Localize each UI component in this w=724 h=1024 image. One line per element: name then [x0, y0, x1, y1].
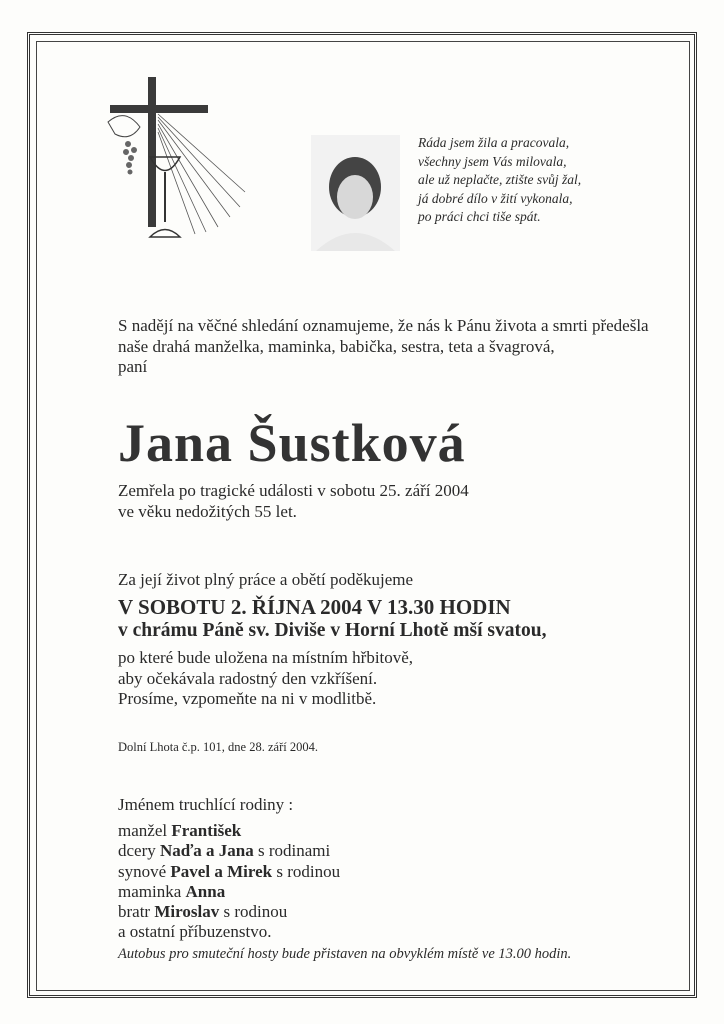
- family-member: [118, 882, 340, 902]
- relation: synové: [118, 861, 171, 881]
- deceased-name: Jana Šustková: [118, 413, 466, 473]
- member-name: Naďa a Jana: [160, 841, 254, 861]
- relation: maminka: [118, 881, 186, 901]
- relation: a ostatní příbuzenstvo.: [118, 922, 272, 942]
- announcement-intro: [118, 316, 649, 378]
- family-member: [118, 821, 340, 841]
- poem-line: všechny jsem Vás milovala,: [418, 153, 567, 169]
- cross-chalice-icon: [100, 72, 250, 252]
- place-date: Dolní Lhota č.p. 101, dne 28. září 2004.: [118, 740, 318, 754]
- burial-text: [118, 648, 413, 710]
- relation: manžel: [118, 821, 172, 840]
- relation: bratr: [118, 902, 155, 922]
- suffix: s rodinou: [219, 902, 288, 922]
- poem: [418, 134, 581, 227]
- member-name: Pavel a Mirek: [170, 861, 273, 881]
- ceremony-place: v chrámu Páně sv. Diviše v Horní Lhotě mší svatou,: [118, 620, 547, 641]
- intro-line: paní: [118, 357, 148, 376]
- intro-line: S nadějí na věčné shledání oznamujeme, že nás k Pánu života a smrti předešla: [118, 316, 649, 335]
- family-member: [118, 841, 340, 861]
- ceremony-time: V SOBOTU 2. ŘÍJNA 2004 V 13.30 HODIN: [118, 595, 511, 619]
- family-member: [118, 922, 340, 942]
- burial-line: Prosíme, vzpomeňte na ni v modlitbě.: [118, 689, 377, 708]
- mourners-heading: Jménem truchlící rodiny :: [118, 795, 294, 814]
- family-member: [118, 862, 340, 882]
- suffix: s rodinami: [253, 841, 331, 861]
- bus-note: Autobus pro smuteční hosty bude přistaven na obvyklém místě ve 13.00 hodin.: [118, 946, 572, 962]
- family-member: [118, 902, 340, 922]
- burial-line: po které bude uložena na místním hřbitově,: [118, 648, 414, 667]
- poem-line: po práci chci tiše spát.: [418, 209, 541, 224]
- member-name: Anna: [185, 881, 226, 901]
- death-line: Zemřela po tragické události v sobotu 25. září 2004: [118, 481, 469, 500]
- burial-line: aby očekávala radostný den vzkříšení.: [118, 668, 378, 688]
- poem-line: Ráda jsem žila a pracovala,: [418, 135, 570, 150]
- intro-line: naše drahá manželka, maminka, babička, sestra, teta a švagrová,: [118, 336, 555, 356]
- suffix: s rodinou: [272, 861, 341, 881]
- death-details: [118, 481, 469, 522]
- portrait-photo: [311, 135, 400, 251]
- relation: dcery: [118, 841, 161, 861]
- poem-line: ale už neplačte, ztište svůj žal,: [418, 172, 582, 187]
- thanks-text: Za její život plný práce a obětí poděkujeme: [118, 570, 414, 589]
- death-line: ve věku nedožitých 55 let.: [118, 501, 297, 521]
- member-name: Miroslav: [154, 902, 220, 922]
- poem-line: já dobré dílo v žití vykonala,: [418, 190, 573, 206]
- family-list: [118, 821, 340, 943]
- member-name: František: [171, 821, 242, 840]
